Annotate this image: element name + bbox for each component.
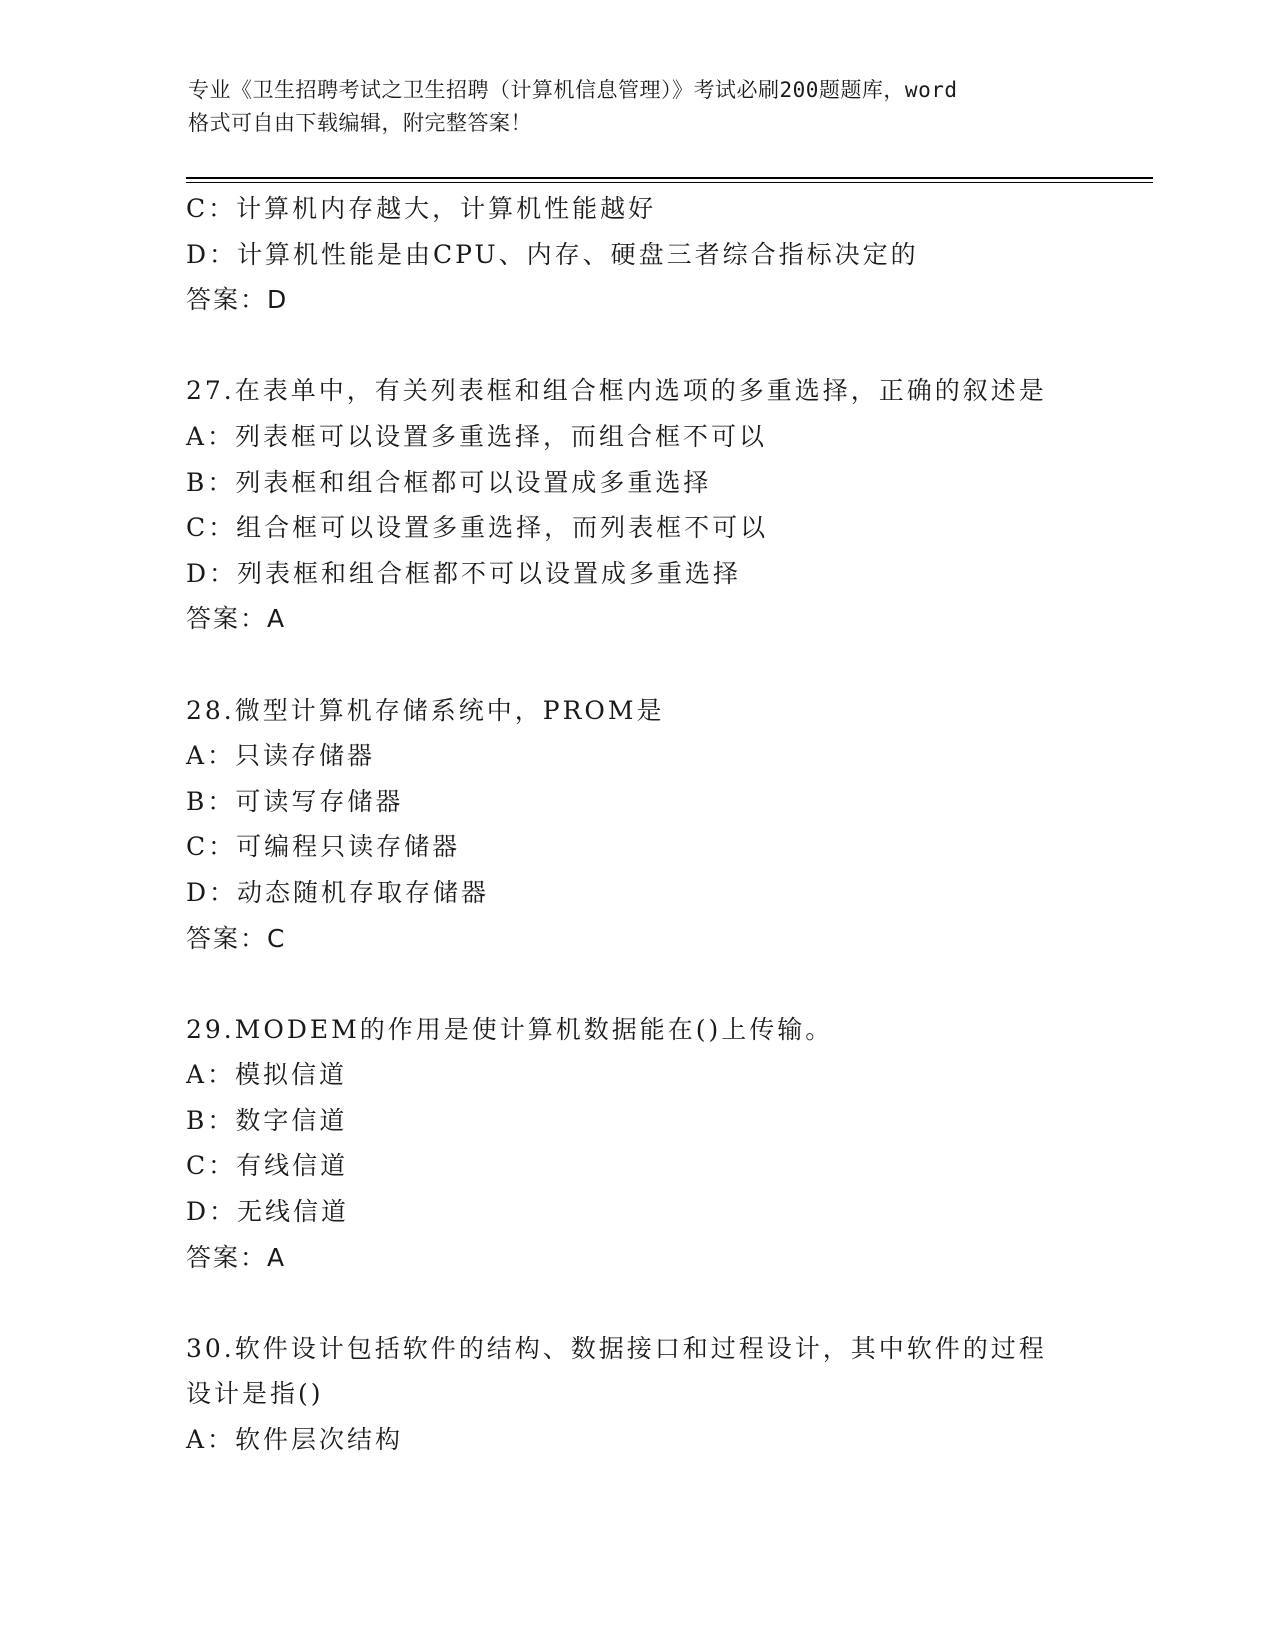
question-stem: 27.在表单中，有关列表框和组合框内选项的多重选择，正确的叙述是 — [186, 376, 1047, 406]
option-c: C：计算机内存越大，计算机性能越好 — [186, 194, 657, 223]
spacer — [186, 1280, 1086, 1326]
question-29 — [186, 1007, 1086, 1281]
option-c: C：有线信道 — [186, 1151, 349, 1181]
header-title-line-2: 格式可自由下载编辑，附完整答案！ — [188, 111, 532, 135]
option-d: D：计算机性能是由CPU、内存、硬盘三者综合指标决定的 — [186, 239, 919, 269]
option-c: C：可编程只读存储器 — [186, 832, 461, 862]
question-list — [186, 186, 1086, 1463]
answer-line: 答案：D — [186, 285, 289, 315]
question-27 — [186, 368, 1086, 642]
question-28 — [186, 688, 1086, 962]
header-divider — [186, 177, 1153, 179]
question-stem-continued: 设计是指() — [186, 1379, 324, 1409]
header-divider-thin — [186, 182, 1153, 183]
option-a: A：列表框可以设置多重选择，而组合框不可以 — [186, 421, 768, 451]
option-c: C：组合框可以设置多重选择，而列表框不可以 — [186, 513, 769, 543]
answer-line: 答案：A — [186, 1242, 287, 1272]
question-stem: 29.MODEM的作用是使计算机数据能在()上传输。 — [186, 1014, 834, 1044]
option-b: B：列表框和组合框都可以设置成多重选择 — [186, 467, 712, 497]
question-26-continued — [186, 186, 1086, 323]
option-a: A：只读存储器 — [186, 741, 376, 771]
option-d: D：无线信道 — [186, 1197, 350, 1227]
spacer — [186, 961, 1086, 1007]
question-30 — [186, 1326, 1086, 1463]
option-a: A：模拟信道 — [186, 1060, 348, 1090]
option-b: B：可读写存储器 — [186, 786, 404, 816]
option-a: A：软件层次结构 — [186, 1425, 404, 1455]
answer-line: 答案：A — [186, 604, 287, 634]
option-d: D：列表框和组合框都不可以设置成多重选择 — [186, 558, 742, 588]
header-title-line-1: 专业《卫生招聘考试之卫生招聘（计算机信息管理）》考试必刷200题题库，word — [188, 78, 958, 102]
question-stem: 28.微型计算机存储系统中，PROM是 — [186, 695, 665, 725]
option-b: B：数字信道 — [186, 1105, 348, 1135]
option-d: D：动态随机存取存储器 — [186, 877, 490, 907]
document-header — [188, 74, 1088, 140]
spacer — [186, 642, 1086, 688]
spacer — [186, 323, 1086, 369]
question-stem: 30.软件设计包括软件的结构、数据接口和过程设计，其中软件的过程 — [186, 1333, 1047, 1363]
answer-line: 答案：C — [186, 923, 287, 953]
